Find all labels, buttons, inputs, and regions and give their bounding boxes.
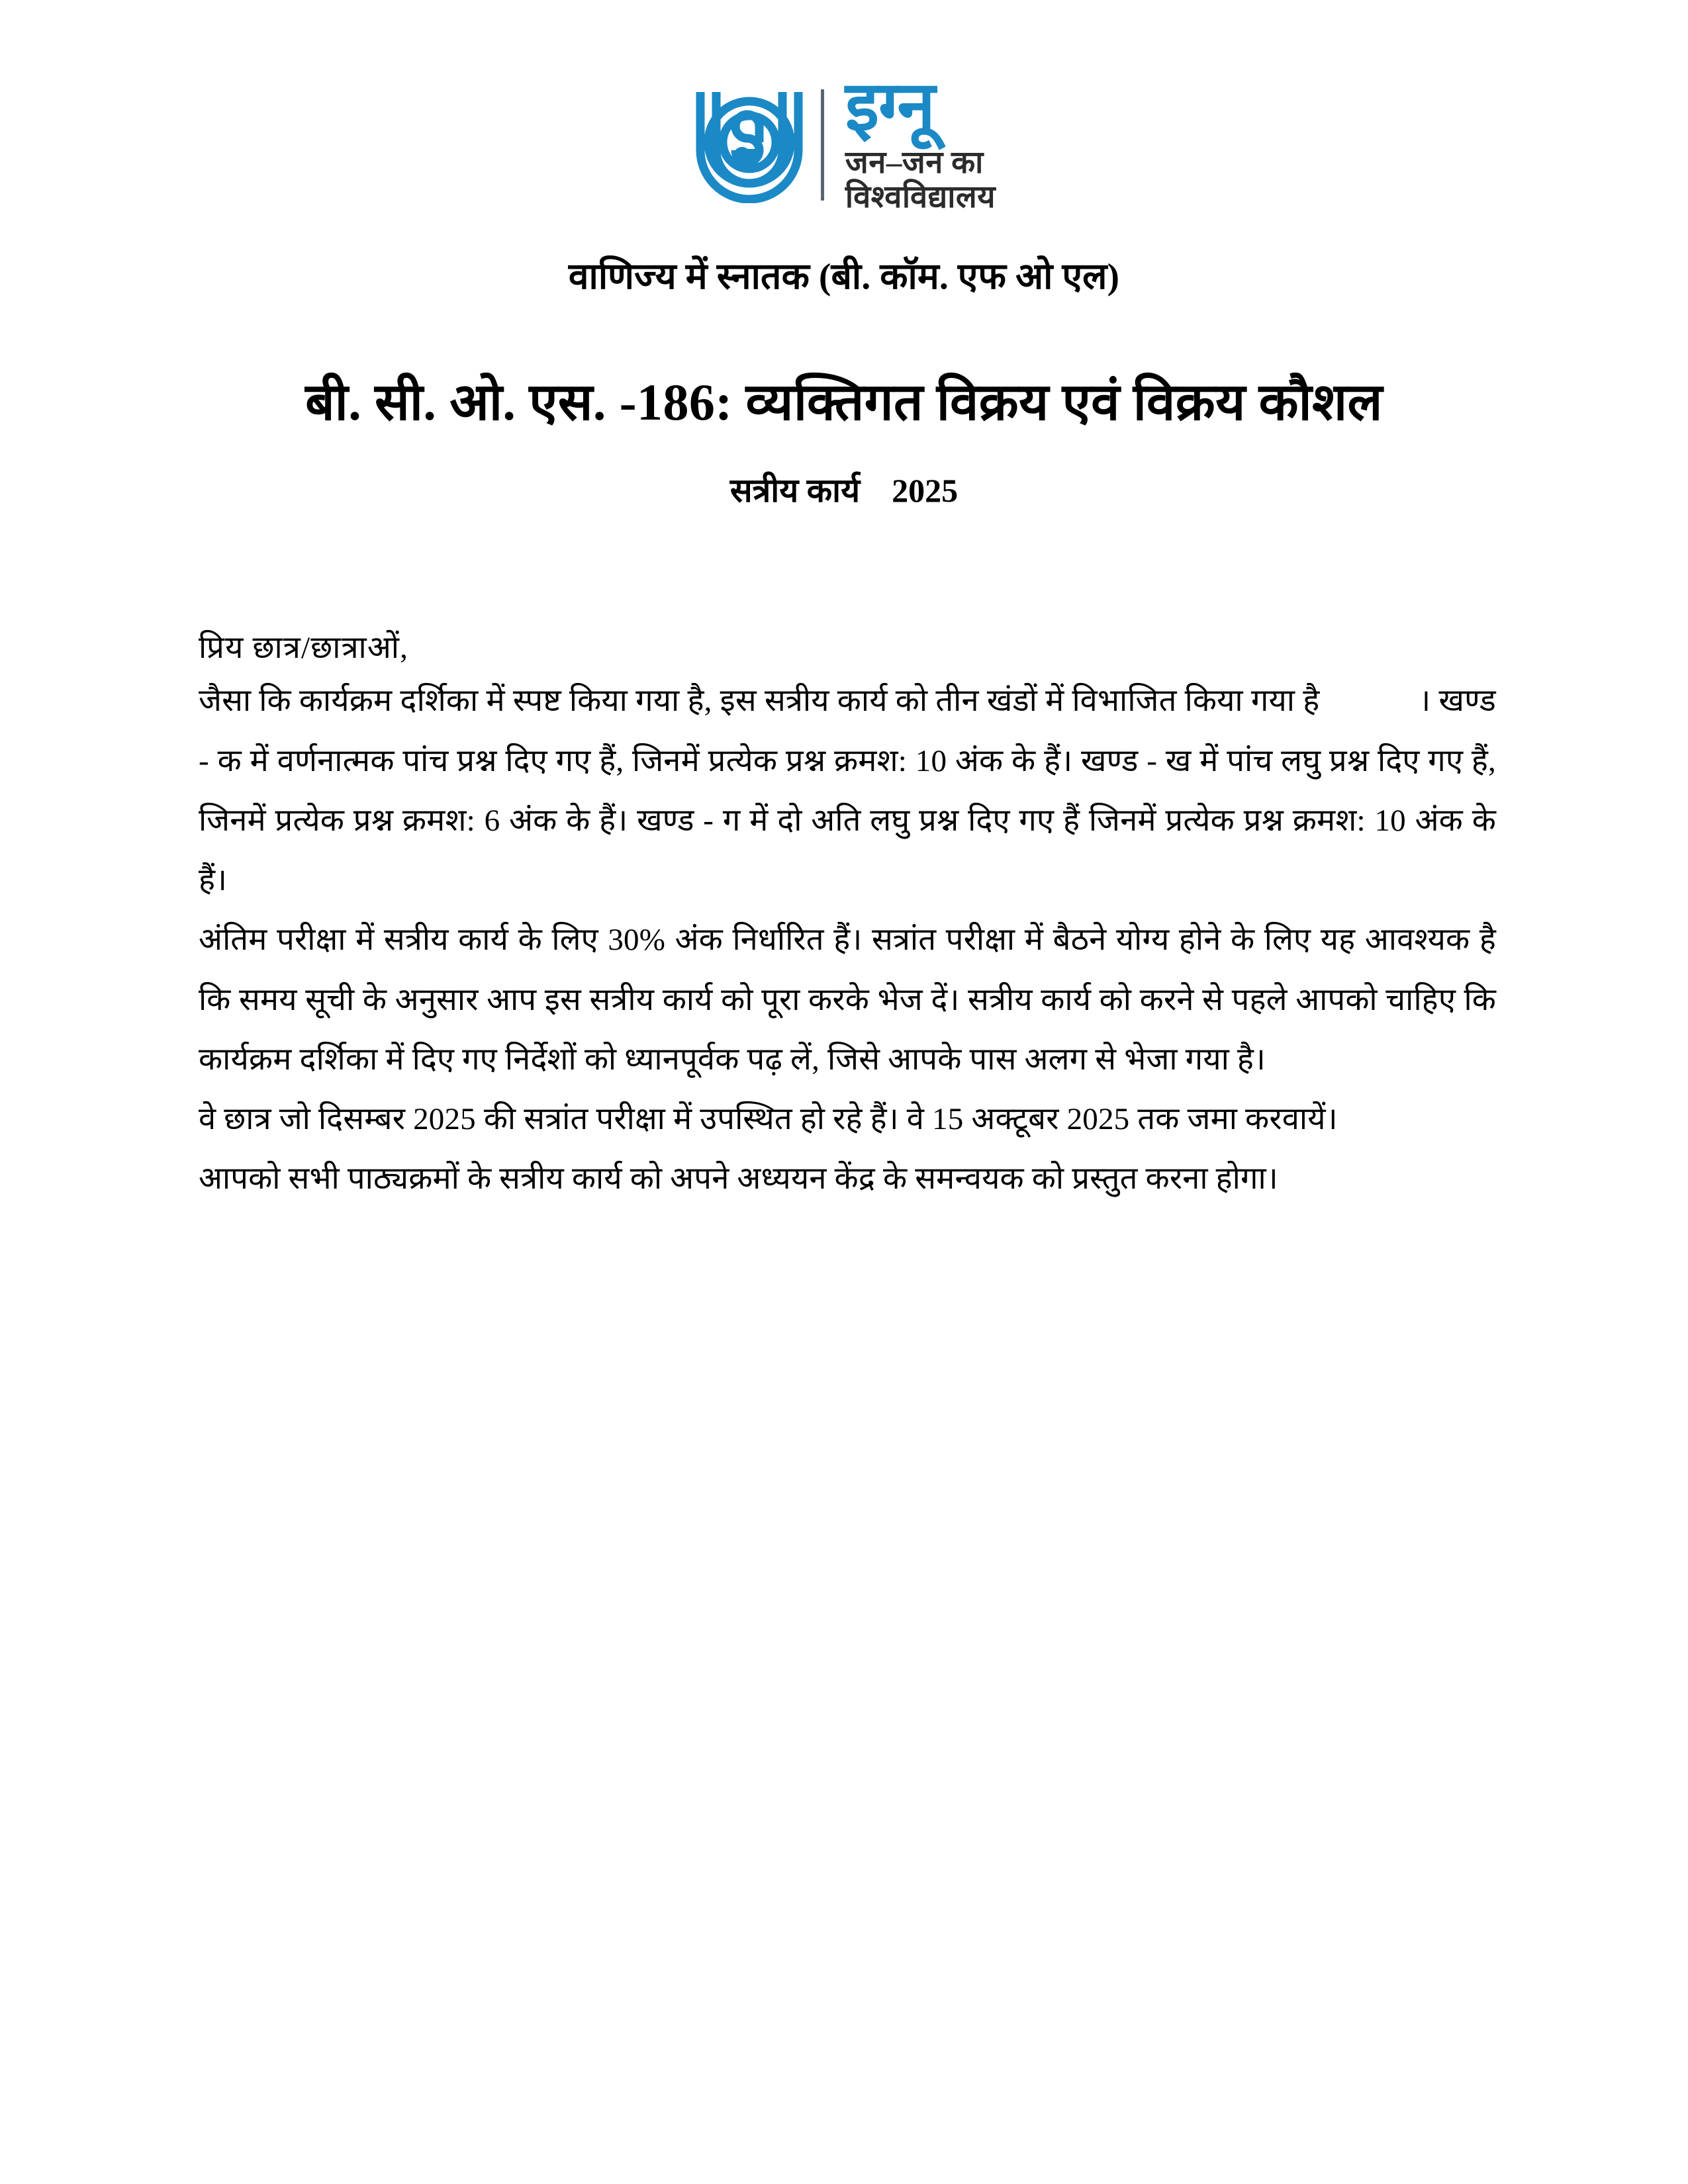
logo-divider (821, 89, 824, 201)
programme-title: वाणिज्य में स्नातक (बी. कॉम. एफ ओ एल) (568, 256, 1120, 297)
paragraph-1-intro: जैसा कि कार्यक्रम दर्शिका में स्पष्ट किया गया है, इस सत्रीय कार्य को तीन खंडों में विभाजित किया गया है (199, 684, 1320, 719)
ignou-emblem-icon (692, 87, 806, 203)
assignment-label: सत्रीय कार्य (729, 471, 861, 509)
paragraph-december-session-deadline: वे छात्र जो दिसम्बर 2025 की सत्रांत परीक्षा में उपस्थित हो रहे हैं। वे 15 अक्टूबर 2025 तक जमा करवायें। (199, 1101, 1338, 1136)
course-title: बी. सी. ओ. एस. -186: व्यक्तिगत विक्रय एवं विक्रय कौशल (305, 373, 1383, 432)
logo-wordmark (845, 69, 996, 215)
paragraph-structure-of-assignment (199, 671, 1496, 910)
logo-main-text: इग्नू (845, 69, 935, 145)
ignou-logo (692, 69, 996, 215)
assignment-line (0, 469, 1688, 512)
paragraph-submission-coordinator: आपको सभी पाठ्यक्रमों के सत्रीय कार्य को अपने अध्ययन केंद्र के समन्वयक को प्रस्तुत करना होगा। (199, 1161, 1278, 1197)
logo-tagline-line2: विश्वविद्यालय (845, 180, 996, 215)
assignment-year: 2025 (892, 471, 959, 509)
paragraph-1-sections: खण्ड - क में वर्णनात्मक पांच प्रश्न दिए गए हैं, जिनमें प्रत्येक प्रश्न क्रमश: 10 अंक के हैं। खण्ड - ख में पांच लघु प्रश्न दिए गए हैं, जिनमें प्रत्येक प्रश्न क्रमश: 6 अंक के हैं। खण्ड - ग में दो अति लघु प्रश्न दिए गए हैं जिनमें प्रत्येक प्रश्न क्रमश: 10 अंक के हैं। (199, 684, 1496, 898)
logo-block (0, 0, 1688, 215)
paragraph-1-danda: । (1419, 684, 1431, 719)
paragraph-weightage-and-instructions: अंतिम परीक्षा में सत्रीय कार्य के लिए 30% अंक निर्धारित हैं। सत्रांत परीक्षा में बैठने योग्य होने के लिए यह आवश्यक है कि समय सूची के अनुसार आप इस सत्रीय कार्य को पूरा करके भेज दें। सत्रीय कार्य को करने से पहले आपको चाहिए कि कार्यक्रम दर्शिका में दिए गए निर्देशों को ध्यानपूर्वक पढ़ लें, जिसे आपके पास अलग से भेजा गया है। (199, 923, 1496, 1077)
logo-tagline-line1: जन–जन का (845, 145, 984, 180)
salutation: प्रिय छात्र/छात्राओं, (199, 630, 409, 665)
document-body (199, 625, 1496, 1209)
